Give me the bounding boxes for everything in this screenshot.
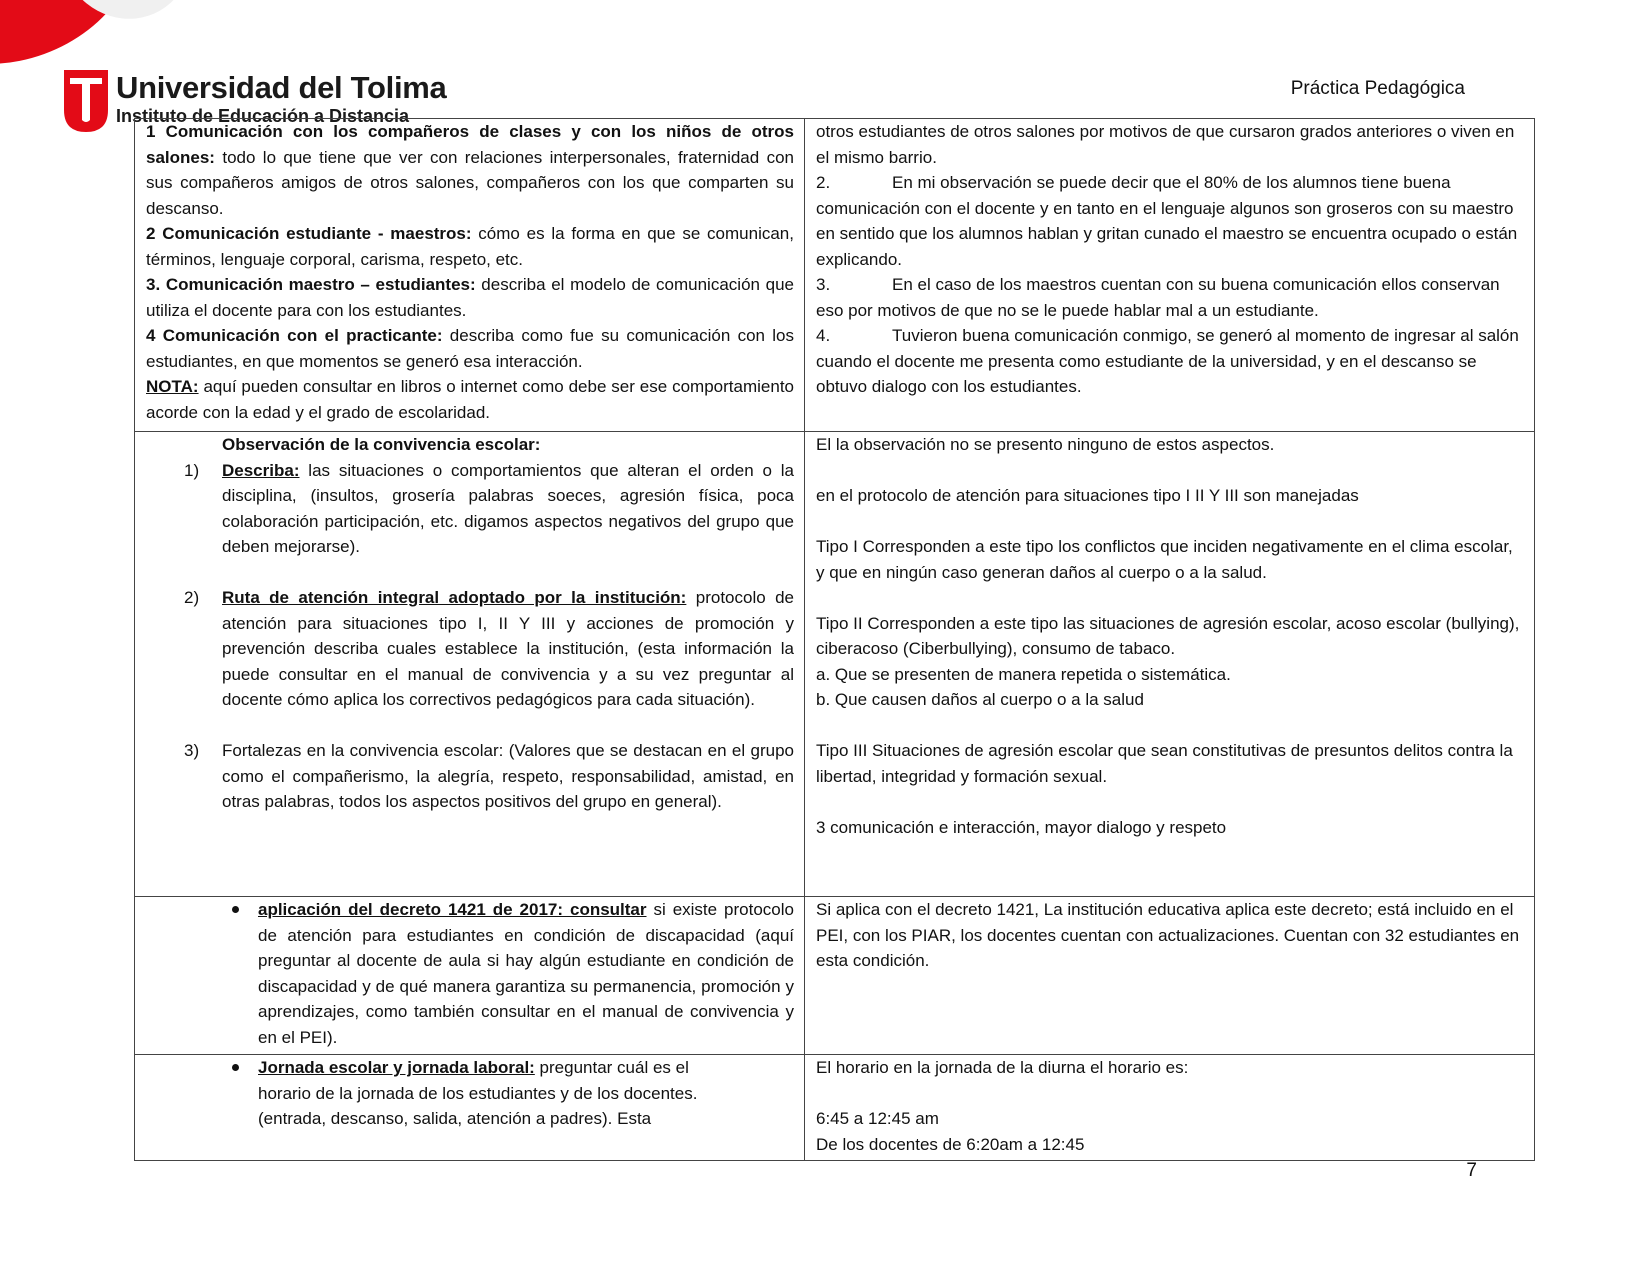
list-item: Jornada escolar y jornada laboral: preguntar cuál es el (146, 1055, 794, 1081)
answer-text: El horario en la jornada de la diurna el horario es: (816, 1058, 1189, 1077)
answer-text: en el protocolo de atención para situaciones tipo I II Y III son manejadas (816, 486, 1359, 505)
observation-table (134, 118, 1535, 1161)
page-number: 7 (1466, 1160, 1477, 1181)
table-row (135, 897, 1535, 1055)
table-cell (805, 897, 1535, 1055)
answer-text: 6:45 a 12:45 am (816, 1109, 939, 1128)
answer-text: 2. En mi observación se puede decir que el 80% de los alumnos tiene buena comunicación con el docente y en tanto en el lenguaje algunos son groseros con su maestro en sentido que los alumnos hablan y gritan cunado el maestro se encuentra ocupado o están explicando. (816, 173, 1518, 269)
table-cell (135, 119, 805, 432)
table-cell (805, 1055, 1535, 1161)
university-shield-icon (64, 70, 108, 132)
list-item: 1 Comunicación con los compañeros de clases y con los niños de otros salones: todo lo que tiene que ver con relaciones interpersonales, fraternidad con sus compañeros amigos de otros salones, compañeros con los que comparten su descanso. (146, 122, 794, 218)
table-row (135, 432, 1535, 897)
answer-text: Tipo III Situaciones de agresión escolar que sean constitutivas de presuntos delitos contra la libertad, integridad y formación sexual. (816, 741, 1513, 786)
answer-text: Si aplica con el decreto 1421, La institución educativa aplica este decreto; está incluido en el PEI, con los PIAR, los docentes cuentan con actualizaciones. Cuentan con 32 estudiantes en esta condición. (816, 900, 1520, 970)
answer-text: otros estudiantes de otros salones por motivos de que cursaron grados anteriores o viven en el mismo barrio. (816, 122, 1515, 167)
list-item: 4 Comunicación con el practicante: describa como fue su comunicación con los estudiantes, en que momentos se generó esa interacción. (146, 326, 794, 371)
table-cell (135, 1055, 805, 1161)
brand-subtitle: Instituto de Educación a Distancia (116, 106, 410, 126)
brand-name: Universidad del Tolima (116, 70, 447, 105)
answer-text: 3 comunicación e interacción, mayor dialogo y respeto (816, 817, 1227, 837)
table-row (135, 1055, 1535, 1161)
answer-text: a. Que se presenten de manera repetida o sistemática. (816, 664, 1231, 684)
list-item-text: (entrada, descanso, salida, atención a padres). Esta (258, 1109, 652, 1128)
document-title: Práctica Pedagógica (1290, 78, 1465, 99)
answer-text: 4. Tuvieron buena comunicación conmigo, se generó al momento de ingresar al salón cuando el docente me presenta como estudiante de la universidad, y en el descanso se obtuvo dialogo con los estudiantes. (816, 326, 1519, 396)
section-heading: Observación de la convivencia escolar: (222, 435, 541, 454)
answer-text: b. Que causen daños al cuerpo o a la salud (816, 690, 1144, 709)
list-item: 1) Describa: las situaciones o comportamientos que alteran el orden o la disciplina, (insultos, grosería palabras soeces, agresión física, poca colaboración participación, etc. digamos aspectos negativos del grupo que deben mejorarse). (184, 460, 794, 556)
answer-text: Tipo I Corresponden a este tipo los conflictos que inciden negativamente en el clima escolar, y que en ningún caso generan daños al cuerpo o a la salud. (816, 537, 1513, 582)
table-row (135, 119, 1535, 432)
answer-text: De los docentes de 6:20am a 12:45 (816, 1134, 1085, 1154)
list-item: 2) Ruta de atención integral adoptado por la institución: protocolo de atención para situaciones tipo I, II Y III y acciones de promoción y prevención describa cuales establece la institución, (esta información la puede consultar en el manual de convivencia y a su vez preguntar al docente cómo aplica los correctivos pedagógicos para cada situación). (184, 588, 794, 709)
answer-text: El la observación no se presento ninguno de estos aspectos. (816, 435, 1275, 454)
list-item: aplicación del decreto 1421 de 2017: consultar si existe protocolo de atención para estudiantes en condición de discapacidad (aquí preguntar al docente de aula si hay algún estudiante en condición de discapacidad y de qué manera garantiza su permanencia, promoción y aprendizajes, como también consultar en el manual de convivencia y en el PEI). (146, 897, 794, 1050)
list-item-text: horario de la jornada de los estudiantes y de los docentes. (258, 1083, 698, 1103)
list-item: 2 Comunicación estudiante - maestros: cómo es la forma en que se comunican, términos, lenguaje corporal, carisma, respeto, etc. (146, 224, 794, 269)
table-cell (135, 432, 805, 897)
answer-text: 3. En el caso de los maestros cuentan con su buena comunicación ellos conservan eso por motivos de que no se le puede hablar mal a un estudiante. (816, 275, 1500, 320)
answer-text: Tipo II Corresponden a este tipo las situaciones de agresión escolar, acoso escolar (bullying), ciberacoso (Ciberbullying), consumo de tabaco. (816, 613, 1520, 658)
list-item: 3. Comunicación maestro – estudiantes: describa el modelo de comunicación que utiliza el docente para con los estudiantes. (146, 275, 794, 320)
table-cell (805, 432, 1535, 897)
table-cell (805, 119, 1535, 432)
list-item: 3) Fortalezas en la convivencia escolar: (Valores que se destacan en el grupo como el compañerismo, la alegría, respeto, responsabilidad, amistad, en otras palabras, todos los aspectos positivos del grupo en general). (184, 741, 794, 811)
note: NOTA: aquí pueden consultar en libros o internet como debe ser ese comportamiento acorde con la edad y el grado de escolaridad. (146, 377, 794, 422)
table-cell (135, 897, 805, 1055)
